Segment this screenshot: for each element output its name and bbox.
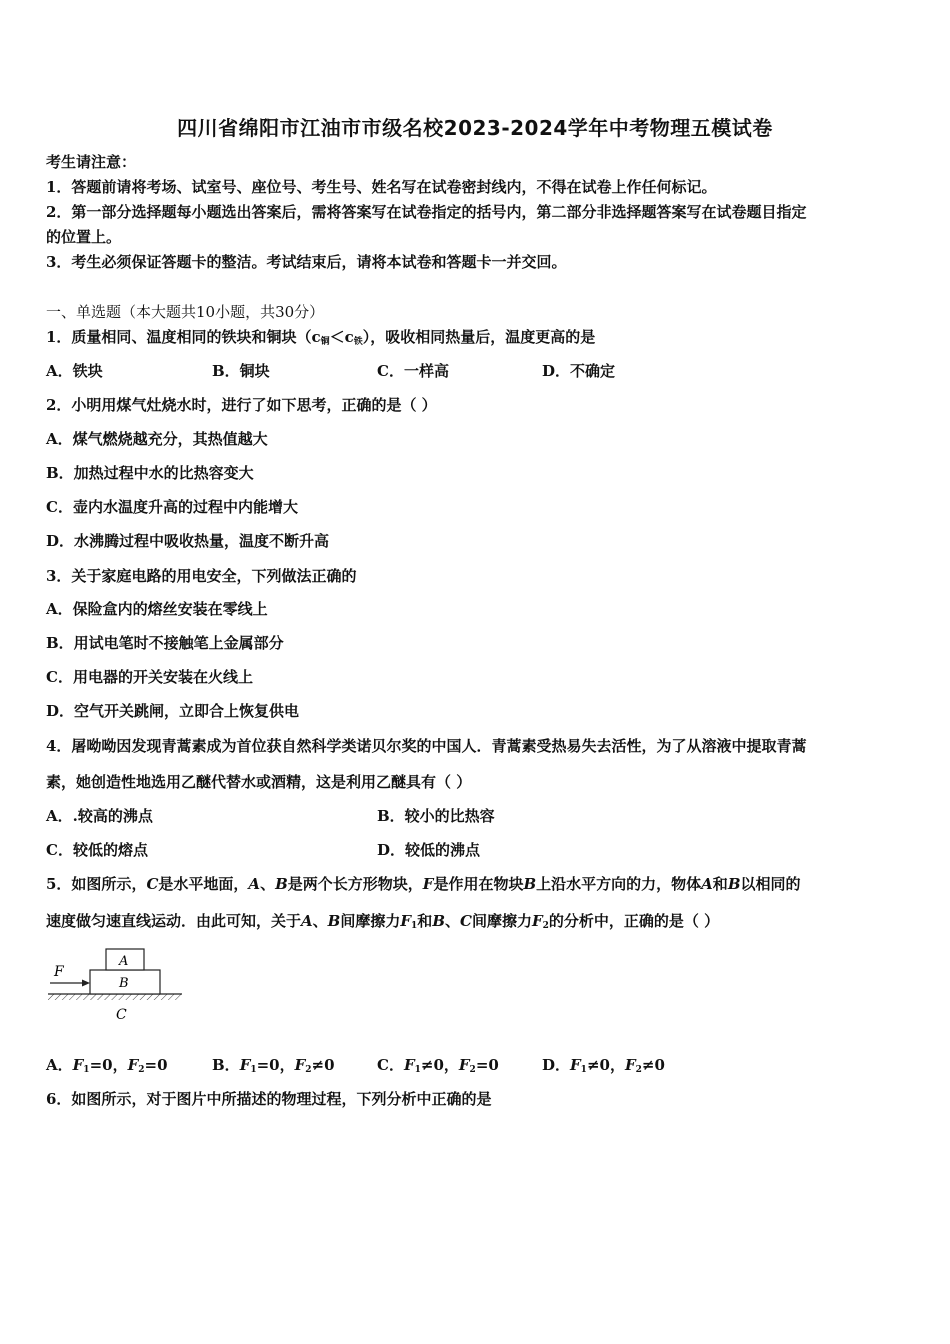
- notice-item: 2．第一部分选择题每小题选出答案后，需将答案写在试卷指定的括号内，第二部分非选择题答案写在试卷题目指定: [46, 203, 807, 221]
- q3-option-d: D．空气开关跳闸，立即合上恢复供电: [46, 702, 300, 720]
- q3-option-a: A．保险盒内的熔丝安装在零线上: [46, 600, 268, 618]
- q5-option-d: D．$F_1\ne 0$，$F_2\ne 0$: [542, 1056, 665, 1075]
- force-arrowhead: [82, 980, 90, 987]
- q5-option-c: C．$F_1\ne 0$，$F_2=0$: [377, 1056, 499, 1075]
- notice-heading: 考生请注意：: [46, 153, 137, 171]
- label-c: C: [116, 1007, 127, 1023]
- question-2-stem: 2．小明用煤气灶烧水时，进行了如下思考，正确的是（ ）: [46, 396, 437, 414]
- section-heading: 一、单选题（本大题共10小题，共30分）: [46, 303, 325, 321]
- q1-option-b: B．铜块: [212, 362, 270, 380]
- notice-item: 的位置上。: [46, 228, 122, 246]
- notice-item: 3．考生必须保证答题卡的整洁。考试结束后，请将本试卷和答题卡一并交回。: [46, 253, 567, 271]
- exam-title: 四川省绵阳市江油市市级名校2023-2024学年中考物理五模试卷: [177, 116, 773, 140]
- label-a: A: [119, 954, 129, 969]
- question-5-stem-cont: 速度做匀速直线运动．由此可知，关于A、B间摩擦力$F_1$和B、C间摩擦力$F_2$的分析中，正确的是（ ）: [46, 912, 720, 931]
- q5-option-a: A．$F_1=0$，$F_2=0$: [46, 1056, 168, 1075]
- q4-option-c: C．较低的熔点: [46, 841, 148, 859]
- notice-item: 1．答题前请将考场、试室号、座位号、考生号、姓名写在试卷密封线内，不得在试卷上作任何标记。: [46, 178, 717, 196]
- question-6-stem: 6．如图所示，对于图片中所描述的物理过程，下列分析中正确的是: [46, 1090, 492, 1108]
- ground-hatching: [48, 994, 182, 1000]
- label-b: B: [119, 976, 129, 991]
- question-5-stem: 5．如图所示，C是水平地面，A、B是两个长方形物块，F是作用在物块B上沿水平方向的力，物体A和B以相同的: [46, 875, 801, 893]
- q1-option-a: A．铁块: [46, 362, 103, 380]
- q2-option-c: C．壶内水温度升高的过程中内能增大: [46, 498, 298, 516]
- q4-option-d: D．较低的沸点: [377, 841, 481, 859]
- question-4-stem-cont: 素，她创造性地选用乙醚代替水或酒精，这是利用乙醚具有（ ）: [46, 773, 472, 791]
- q5-option-b: B．$F_1=0$，$F_2\ne 0$: [212, 1056, 335, 1075]
- block-force-diagram: [46, 938, 186, 1024]
- q2-option-b: B．加热过程中水的比热容变大: [46, 464, 254, 482]
- q3-option-b: B．用试电笔时不接触笔上金属部分: [46, 634, 284, 652]
- label-f: F: [54, 964, 64, 980]
- q3-option-c: C．用电器的开关安装在火线上: [46, 668, 253, 686]
- question-3-stem: 3．关于家庭电路的用电安全，下列做法正确的: [46, 567, 357, 585]
- q1-option-c: C．一样高: [377, 362, 449, 380]
- question-4-stem: 4．屠呦呦因发现青蒿素成为首位获自然科学类诺贝尔奖的中国人．青蒿素受热易失去活性，为了从溶液中提取青蒿: [46, 737, 807, 755]
- q4-option-a: A．.较高的沸点: [46, 807, 153, 825]
- question-1-stem: 1．质量相同、温度相同的铁块和铜块$(c_铜<c_铁)$，吸收相同热量后，温度更高的是: [46, 328, 596, 347]
- q2-option-d: D．水沸腾过程中吸收热量，温度不断升高: [46, 532, 330, 550]
- q1-option-d: D．不确定: [542, 362, 616, 380]
- q4-option-b: B．较小的比热容: [377, 807, 495, 825]
- q2-option-a: A．煤气燃烧越充分，其热值越大: [46, 430, 268, 448]
